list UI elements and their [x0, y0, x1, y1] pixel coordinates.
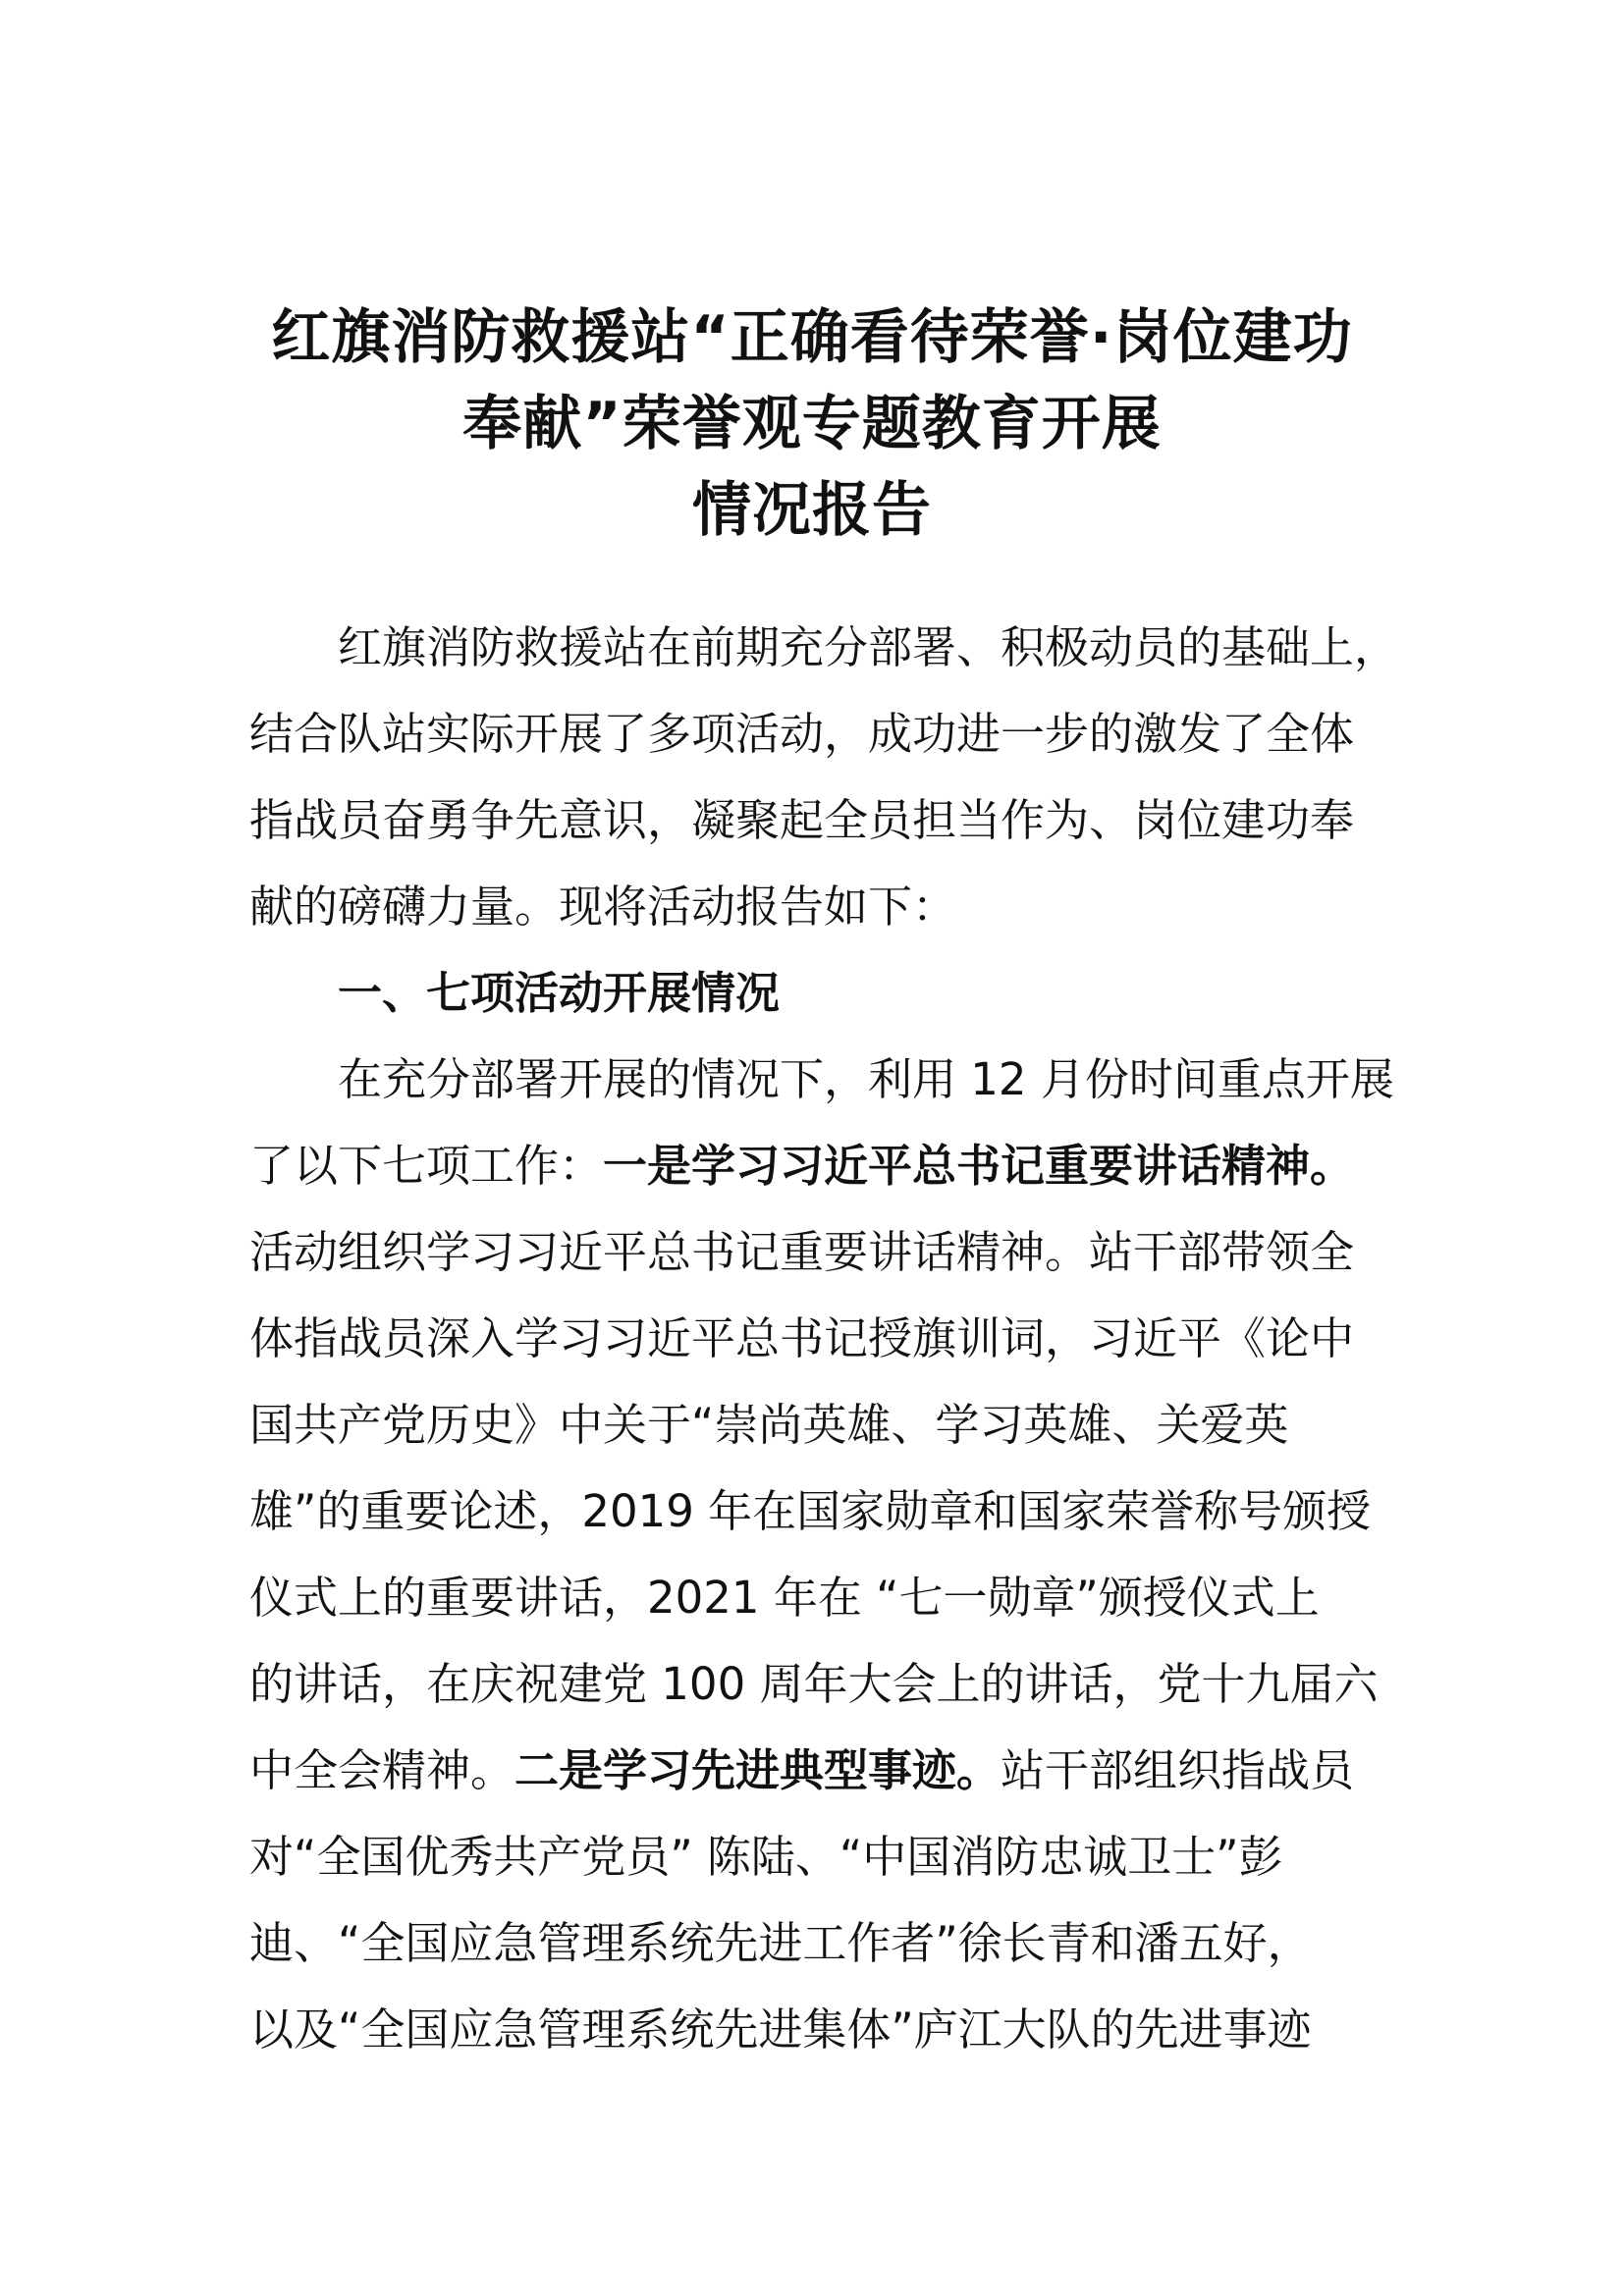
paragraph-line-10: 对“全国优秀共产党员” 陈陆、“中国消防忠诚卫士”彭 — [249, 1831, 1283, 1883]
paragraph-line-12: 以及“全国应急管理系统先进集体”庐江大队的先进事迹 — [249, 2003, 1312, 2056]
paragraph-line-8: 的讲话，在庆祝建党 100 周年大会上的讲话，党十九届六 — [249, 1658, 1379, 1710]
paragraph-line-9-text: 中全会精神。 — [249, 1744, 515, 1796]
item-two-heading: 二是学习先进典型事迹。 — [514, 1744, 1001, 1796]
item-one-heading: 一是学习习近平总书记重要讲话精神。 — [603, 1140, 1355, 1192]
intro-line-4: 献的磅礴力量。现将活动报告如下： — [249, 881, 957, 933]
section-heading: 一、七项活动开展情况 — [338, 967, 781, 1019]
title-line-2: 奉献”荣誉观专题教育开展 — [462, 390, 1162, 458]
paragraph-line-1: 在充分部署开展的情况下，利用 12 月份时间重点开展 — [338, 1053, 1394, 1105]
intro-line-3: 指战员奋勇争先意识，凝聚起全员担当作为、岗位建功奉 — [249, 794, 1355, 846]
title-line-1: 红旗消防救援站“正确看待荣誉·岗位建功 — [271, 303, 1353, 372]
paragraph-line-7: 仪式上的重要讲话，2021 年在 “七一勋章”颁授仪式上 — [249, 1572, 1320, 1624]
paragraph-line-9 — [249, 1728, 1388, 1814]
paragraph-line-4: 体指战员深入学习习近平总书记授旗训词，习近平《论中 — [249, 1312, 1355, 1364]
document-body — [249, 605, 1399, 2073]
title-line-3: 情况报告 — [692, 476, 932, 545]
paragraph-line-2 — [249, 1123, 1388, 1209]
paragraph-line-9-tail: 站干部组织指战员 — [1001, 1744, 1355, 1796]
intro-line-1: 红旗消防救援站在前期充分部署、积极动员的基础上， — [338, 621, 1399, 673]
document-title — [196, 294, 1428, 554]
paragraph-line-11: 迪、“全国应急管理系统先进工作者”徐长青和潘五好， — [249, 1917, 1312, 1969]
intro-line-2: 结合队站实际开展了多项活动，成功进一步的激发了全体 — [249, 708, 1355, 760]
paragraph-line-3: 活动组织学习习近平总书记重要讲话精神。站干部带领全 — [249, 1226, 1355, 1278]
paragraph-line-2-text: 了以下七项工作： — [249, 1140, 604, 1192]
paragraph-line-5: 国共产党历史》中关于“崇尚英雄、学习英雄、关爱英 — [249, 1399, 1289, 1451]
paragraph-line-6: 雄”的重要论述，2019 年在国家勋章和国家荣誉称号颁授 — [249, 1485, 1372, 1537]
